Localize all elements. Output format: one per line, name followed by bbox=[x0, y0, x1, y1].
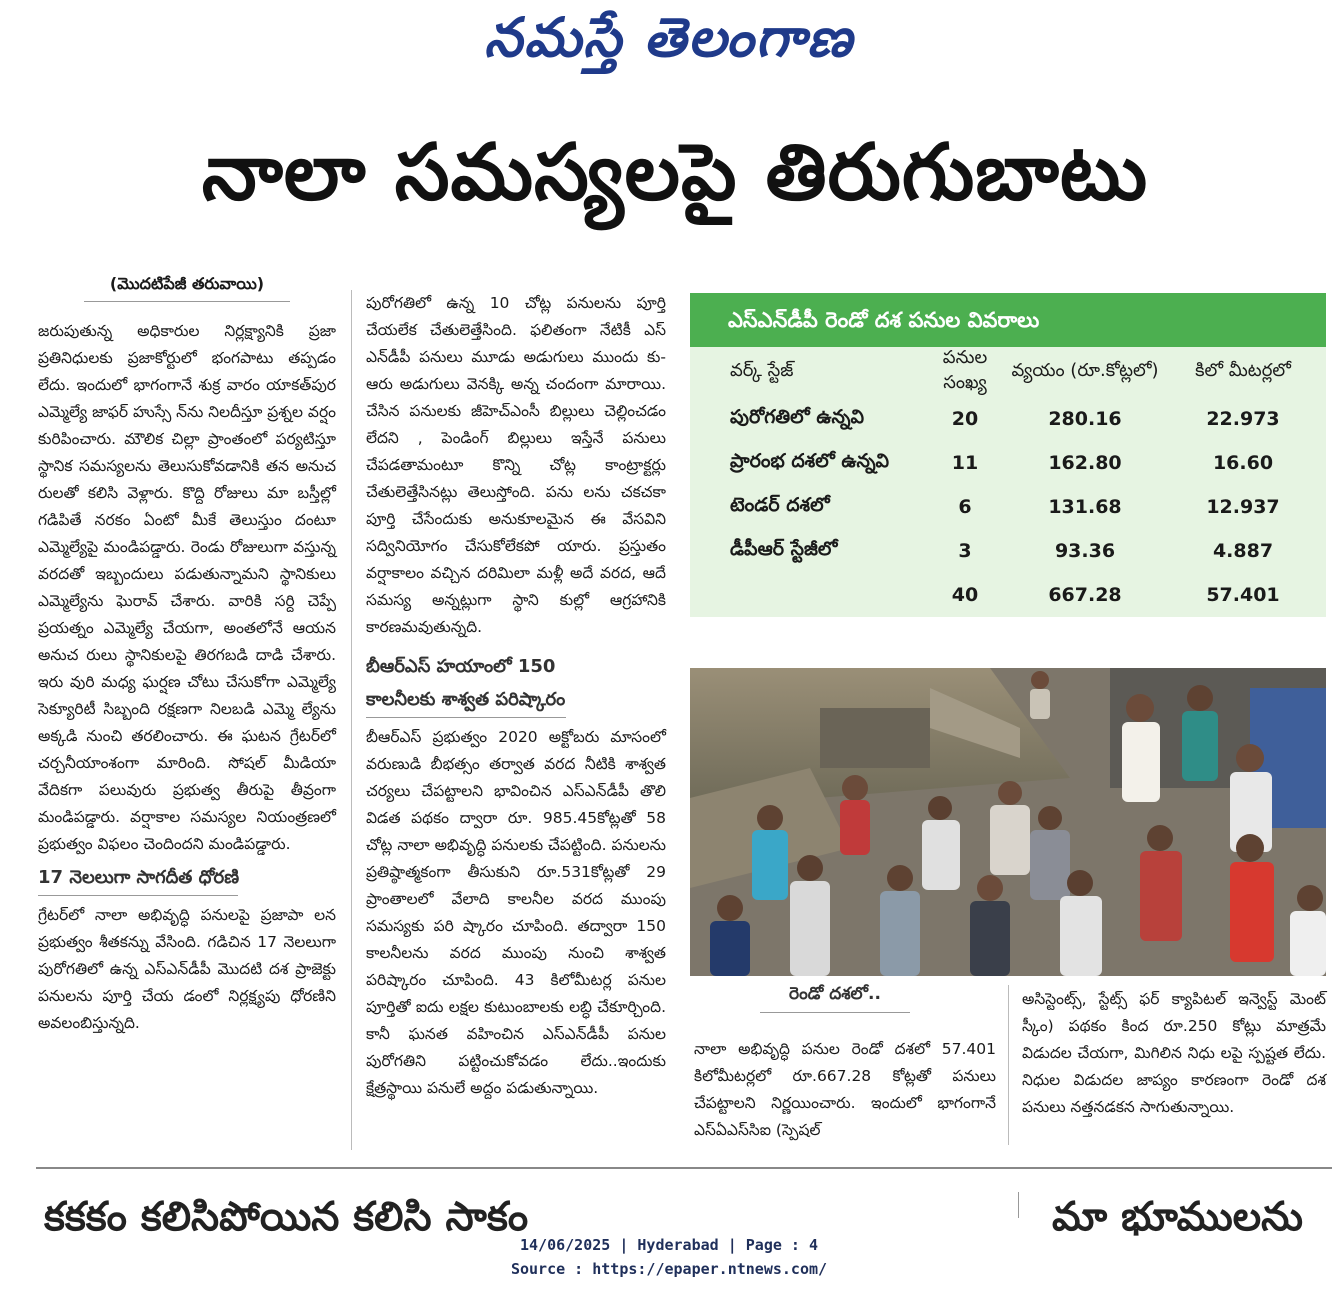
article-column-3 bbox=[694, 1036, 996, 1144]
cell-cost: 280.16 bbox=[1048, 408, 1122, 430]
kicker: (మొదటిపేజీ తరువాయి) bbox=[84, 274, 290, 302]
cell-count: 3 bbox=[958, 540, 972, 562]
works-table-box bbox=[690, 293, 1326, 617]
cell-count: 6 bbox=[958, 496, 972, 518]
table-row bbox=[690, 485, 1326, 529]
header-km: కిలో మీటర్లలో bbox=[1195, 359, 1291, 381]
section-divider bbox=[36, 1167, 1332, 1169]
total-count: 40 bbox=[951, 584, 979, 606]
col1-subhead: 17 నెలలుగా సాగదీత ధోరణి bbox=[38, 867, 240, 888]
col2-subhead-line-1: బీఆర్‌ఎస్ హయాంలో 150 bbox=[366, 656, 556, 677]
works-table bbox=[690, 347, 1326, 617]
col4-paragraph: అసిస్టెంట్స్, స్టేట్స్ ఫర్ క్యాపిటల్ ఇన్వెస్ట్ మెంట్ స్కీం) పథకం కింద రూ.250 కోట్లు మాత్రమే విడుదల చేయగా, మిగిలిన నిధు లపై స్పష్టత లేదు. నిధుల విడుదల జాప్యం కారణంగా రెండో దశ పనులు నత్తనడకన సాగుతున్నాయి. bbox=[1022, 990, 1326, 1116]
cell-cost: 131.68 bbox=[1048, 496, 1122, 518]
total-km: 57.401 bbox=[1206, 584, 1280, 606]
article-column-1 bbox=[38, 318, 336, 1037]
column-divider bbox=[351, 290, 352, 1150]
total-cost: 667.28 bbox=[1048, 584, 1122, 606]
footer-date-line: 14/06/2025 | Hyderabad | Page : 4 bbox=[519, 1236, 818, 1254]
cell-count: 11 bbox=[951, 452, 979, 474]
col2-paragraph-1: పురోగతిలో ఉన్న 10 చోట్ల పనులను పూర్తి చేయలేక చేతులెత్తేసింది. ఫలితంగా నేటికీ ఎస్ ఎన్‌డీపీ పనులు మూడు అడుగులు ముందు కు-ఆరు అడుగులు వెనక్కి అన్న చందంగా మారాయి. చేసిన పనులకు జీహెచ్‌ఎంసీ బిల్లులు చెల్లించడం లేదని , పెండింగ్ బిల్లులు ఇస్తేనే పనులు చేపడతామంటూ కొన్ని చోట్ల కాంట్రాక్టర్లు చేతులెత్తేసినట్లు తెలుస్తోంది. పను లను చకచకా పూర్తి చేసేందుకు అనుకూలమైన ఈ వేసవిని సద్వినియోగం చేసుకోలేకపో యారు. ప్రస్తుతం వర్షాకాలం వచ్చిన దరిమిలా మళ్లీ అదే వరద, ఆదే సమస్య అన్నట్లుగా స్థాని కుల్లో ఆగ్రహానికి కారణమవుతున్నది. bbox=[366, 294, 666, 636]
news-photo bbox=[690, 668, 1326, 976]
subhead-divider bbox=[366, 717, 566, 718]
cell-km: 12.937 bbox=[1206, 496, 1280, 518]
col2-subhead-line-2: కాలనీలకు శాశ్వత పరిష్కారం bbox=[366, 689, 566, 710]
article-column-2 bbox=[366, 290, 666, 1102]
next-headline-right: మా భూములను bbox=[1052, 1194, 1304, 1240]
col1-paragraph-1: జరుపుతున్న అధికారుల నిర్లక్ష్యానికి ప్రజా ప్రతినిధులకు ప్రజాకోర్టులో భంగపాటు తప్పడం లేదు. ఇందులో భాగంగానే శుక్ర వారం యాకత్‌పుర ఎమ్మెల్యే జాఫర్ హుస్సే న్‌ను నిలదీస్తూ ప్రశ్నల వర్షం కురిపించారు. మౌలిక చిల్లా ప్రాంతంలో పర్యటిస్తూ స్థానిక సమస్యలను తెలుసుకోవడానికి తన అనుచ రులతో కలిసి వెళ్లారు. కొద్ది రోజులు మా బస్తీల్లో గడిపితే నరకం ఏంటో మీకే తెలుస్తుం దంటూ ఎమ్మెల్యేపై మండిపడ్డారు. రెండు రోజులుగా వస్తున్న వరదతో ఇబ్బందులు పడుతున్నామని స్థానికులు ఎమ్మెల్యేను ఘెరావ్ చేశారు. వారికి సర్ది చెప్పే ప్రయత్నం ఎమ్మెల్యే చేయగా, అంతలోనే ఆయన అనుచ రులు స్థానికులపై తిరగబడి దాడి చేశారు. ఇరు వురి మధ్య ఘర్షణ చోటు చేసుకోగా ఎమ్మెల్యే సెక్యూరిటీ సిబ్బంది రక్షణగా నిలబడి ఎమ్మె ల్యేను అక్కడి నుంచి తరలించారు. ఈ ఘటన గ్రేటర్‌లో చర్చనీయాంశంగా మారింది. సోషల్ మీడియా వేదికగా పలువురు ప్రభుత్వ తీరుపై తీవ్రంగా మండిపడ్డారు. వర్షాకాల సమస్యల నియంత్రణలో ప్రభుత్వం విఫలం చెందిందని మండిపడ్డారు. bbox=[38, 322, 336, 853]
column-divider bbox=[1018, 1192, 1019, 1218]
table-header-row bbox=[690, 347, 1326, 397]
masthead-logo: నమస్తే తెలంగాణ bbox=[484, 6, 854, 69]
cell-count: 20 bbox=[951, 408, 979, 430]
cell-stage: టెండర్ దశలో bbox=[730, 493, 830, 516]
col1-paragraph-2: గ్రేటర్‌లో నాలా అభివృద్ధి పనులపై ప్రజాపా లన ప్రభుత్వం శీతకన్ను వేసింది. గడిచిన 17 నెలలుగా పురోగతిలో ఉన్న ఎస్‌ఎన్‌డీపీ మొదటి దశ ప్రాజెక్టు పనులను పూర్తి చేయ డంలో నిర్లక్ష్యపు ధోరణిని అవలంబిస్తున్నది. bbox=[38, 906, 336, 1032]
cell-stage bbox=[690, 573, 920, 617]
cell-km: 22.973 bbox=[1206, 408, 1280, 430]
header-cost: వ్యయం (రూ.కోట్లలో) bbox=[1011, 359, 1159, 381]
table-row bbox=[690, 397, 1326, 441]
cell-km: 4.887 bbox=[1212, 540, 1274, 562]
cell-km: 16.60 bbox=[1212, 452, 1274, 474]
cell-stage: పురోగతిలో ఉన్నవి bbox=[730, 405, 864, 428]
cell-cost: 93.36 bbox=[1054, 540, 1116, 562]
cell-stage: డీపీఆర్ స్టేజీలో bbox=[730, 537, 838, 560]
cell-cost: 162.80 bbox=[1048, 452, 1122, 474]
cell-stage: ప్రారంభ దశలో ఉన్నవి bbox=[730, 449, 890, 472]
column-divider bbox=[1008, 985, 1009, 1145]
footer-source-line: Source : https://epaper.ntnews.com/ bbox=[510, 1260, 828, 1278]
photo-caption: రెండో దశలో.. bbox=[760, 984, 910, 1013]
table-title: ఎస్‌ఎన్‌డీపీ రెండో దశ పనుల వివరాలు bbox=[690, 293, 1326, 347]
subhead-divider bbox=[38, 895, 238, 896]
next-headline-left: కకకం కలిసిపోయిన కలిసి సాకం bbox=[44, 1194, 529, 1240]
col2-paragraph-2: బీఆర్‌ఎస్ ప్రభుత్వం 2020 అక్టోబరు మాసంలో వరుణుడి బీభత్సం తర్వాత వరద నీటికి శాశ్వత చర్యలు చేపట్టాలని భావించిన ఎస్‌ఎన్‌డీపీ తొలి విడత పథకం ద్వారా రూ. 985.45కోట్లతో 58 చోట్ల నాలా అభివృద్ధి పనులకు చేపట్టింది. పనులను ప్రతిష్ఠాత్మకంగా తీసుకుని రూ.531కోట్లతో 29 ప్రాంతాలలో వేలాది కాలనీల వరద ముంపు సమస్యకు పరి ష్కారం చూపింది. తద్వారా 150 కాలనీలను వరద ముంపు నుంచి శాశ్వత పరిష్కారం చూపింది. 43 కిలోమీటర్ల పనుల పూర్తితో ఐదు లక్షల కుటుంబాలకు లబ్ధి చేకూర్చింది. కానీ ఘనత వహించిన ఎస్‌ఎన్‌డీపీ పనుల పురోగతిని పట్టించుకోవడం లేదు..ఇందుకు క్షేత్రస్థాయి పనులే అద్దం పడుతున్నాయి. bbox=[366, 728, 666, 1097]
table-total-row bbox=[690, 573, 1326, 617]
table-row bbox=[690, 529, 1326, 573]
headline: నాలా సమస్యలపై తిరుగుబాటు bbox=[201, 128, 1149, 218]
table-row bbox=[690, 441, 1326, 485]
header-work-stage: వర్క్ స్టేజ్ bbox=[730, 359, 794, 381]
header-count: పనుల సంఖ్య bbox=[942, 347, 988, 393]
col3-paragraph: నాలా అభివృద్ధి పనుల రెండో దశలో 57.401 కిలోమీటర్లలో రూ.667.28 కోట్లతో పనులు చేపట్టాలని నిర్ణయించారు. ఇందులో భాగంగానే ఎస్‌ఏఎస్‌సిఐ (స్పెషల్ bbox=[694, 1040, 996, 1139]
article-column-4 bbox=[1022, 986, 1326, 1121]
